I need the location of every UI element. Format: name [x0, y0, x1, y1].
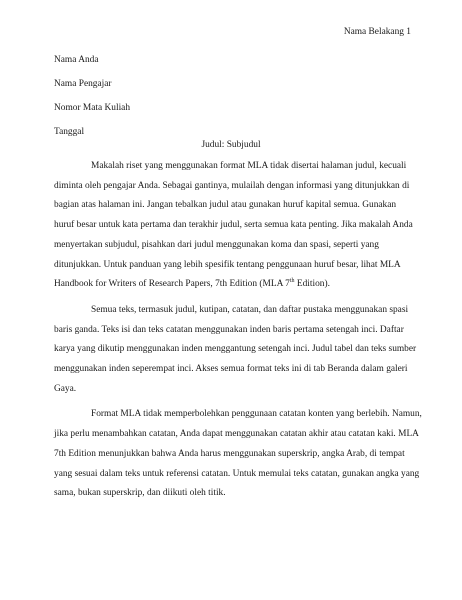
paragraph-line: yang sesuai dalam teks untuk referensi catatan. Untuk memulai teks catatan, gunakan angka yang [54, 468, 420, 479]
teacher-name: Nama Pengajar [54, 79, 112, 89]
paragraph-line: bagian atas halaman ini. Jangan tebalkan judul atau gunakan huruf kapital semua. Gunakan [54, 200, 397, 211]
running-head: Nama Belakang 1 [343, 27, 411, 37]
paragraph-line: 7th Edition menunjukkan bahwa Anda harus menggunakan superskrip, angka Arab, di tempat [54, 448, 405, 459]
body-text [54, 157, 422, 504]
date-line: Tanggal [54, 127, 85, 137]
paragraph-1 [54, 157, 416, 295]
line-text: Handbook for Writers of Research Papers, 7th Edition (MLA 7 [54, 279, 290, 290]
paragraph-line [54, 275, 416, 295]
paragraph-line: huruf besar untuk kata pertama dan terakhir judul, serta semua kata penting. Jika makalah Anda [54, 220, 413, 231]
paragraph-line: baris ganda. Teks isi dan teks catatan menggunakan inden baris pertama setengah inci. Daftar [54, 324, 404, 335]
paragraph-line: Semua teks, termasuk judul, kutipan, catatan, dan daftar pustaka menggunakan spasi [91, 304, 409, 315]
paragraph-line: Gaya. [54, 383, 77, 394]
paragraph-3 [54, 405, 422, 504]
paragraph-line: ditunjukkan. Untuk panduan yang lebih spesifik tentang penggunaan huruf besar, lihat MLA [54, 259, 401, 270]
line-text: Edition). [294, 279, 330, 290]
paragraph-line: jika perlu menambahkan catatan, Anda dapat menggunakan catatan akhir atau catatan kaki. MLA [54, 429, 419, 440]
superscript: th [289, 278, 295, 285]
paper-title: Judul: Subjudul [201, 140, 261, 150]
paragraph-line: diminta oleh pengajar Anda. Sebagai gantinya, mulailah dengan informasi yang ditunjukkan di [54, 180, 410, 191]
paragraph-line: sama, bukan superskrip, dan diikuti oleh titik. [54, 488, 226, 499]
course-number: Nomor Mata Kuliah [54, 103, 131, 113]
student-name: Nama Anda [54, 55, 99, 65]
paragraph-line: menyertakan subjudul, pisahkan dari judul menggunakan koma dan spasi, seperti yang [54, 239, 379, 250]
paragraph-line: Makalah riset yang menggunakan format MLA tidak disertai halaman judul, kecuali [91, 161, 407, 171]
paragraph-line: menggunakan inden seperempat inci. Akses semua format teks ini di tab Beranda dalam galeri [54, 364, 408, 375]
paragraph-line: karya yang dikutip menggunakan inden menggantung setengah inci. Judul tabel dan teks sumber [54, 344, 417, 355]
paragraph-line: Format MLA tidak memperbolehkan penggunaan catatan konten yang berlebih. Namun, [91, 409, 422, 420]
paragraph-2 [54, 301, 416, 400]
